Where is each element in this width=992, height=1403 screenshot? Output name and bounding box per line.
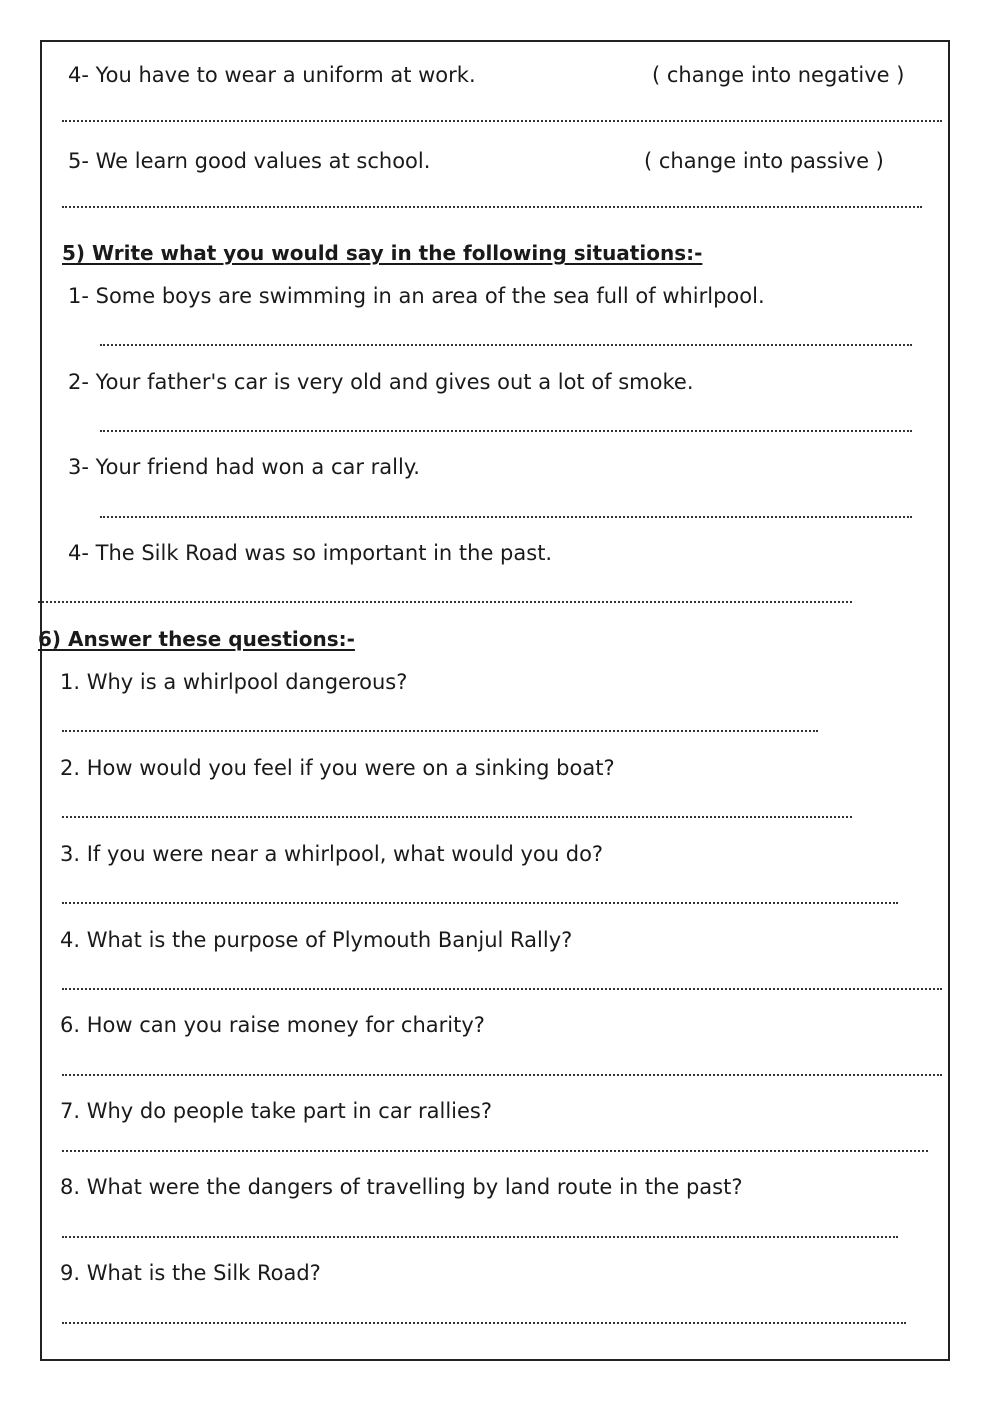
answer-line-aq1[interactable] (62, 730, 818, 732)
answer-question-6-text: 6. How can you raise money for charity? (60, 1013, 485, 1037)
answer-question-8-text: 8. What were the dangers of travelling by land route in the past? (60, 1175, 743, 1199)
answer-line-aq9[interactable] (62, 1322, 906, 1324)
answer-line-situation-4[interactable] (38, 601, 852, 603)
question-4-instruction: ( change into negative ) (652, 63, 905, 87)
situation-3-text: 3- Your friend had won a car rally. (68, 455, 420, 479)
situation-1-text: 1- Some boys are swimming in an area of the sea full of whirlpool. (68, 284, 765, 308)
answer-question-2-text: 2. How would you feel if you were on a sinking boat? (60, 756, 615, 780)
answer-line-q4[interactable] (62, 120, 942, 122)
answer-line-q5[interactable] (62, 206, 922, 208)
answer-question-7-text: 7. Why do people take part in car rallies? (60, 1099, 493, 1123)
answer-line-situation-1[interactable] (100, 344, 912, 346)
situation-2-text: 2- Your father's car is very old and gives out a lot of smoke. (68, 370, 694, 394)
answer-line-aq7[interactable] (62, 1150, 928, 1152)
page-border (40, 40, 950, 1361)
answer-question-1-text: 1. Why is a whirlpool dangerous? (60, 670, 408, 694)
answer-line-aq8[interactable] (62, 1236, 898, 1238)
answer-line-aq2[interactable] (62, 816, 852, 818)
answer-line-situation-3[interactable] (100, 516, 912, 518)
answer-line-aq6[interactable] (62, 1074, 942, 1076)
question-5-instruction: ( change into passive ) (644, 149, 884, 173)
answer-line-aq3[interactable] (62, 902, 898, 904)
situation-4-text: 4- The Silk Road was so important in the past. (68, 541, 553, 565)
question-4-text: 4- You have to wear a uniform at work. (68, 63, 476, 87)
answer-line-situation-2[interactable] (100, 430, 912, 432)
answer-question-9-text: 9. What is the Silk Road? (60, 1261, 321, 1285)
question-5-text: 5- We learn good values at school. (68, 149, 431, 173)
section-5-heading: 5) Write what you would say in the following situations:- (62, 241, 703, 265)
answer-question-3-text: 3. If you were near a whirlpool, what would you do? (60, 842, 604, 866)
answer-question-4-text: 4. What is the purpose of Plymouth Banjul Rally? (60, 928, 573, 952)
answer-line-aq4[interactable] (62, 988, 942, 990)
section-6-heading: 6) Answer these questions:- (38, 627, 355, 651)
